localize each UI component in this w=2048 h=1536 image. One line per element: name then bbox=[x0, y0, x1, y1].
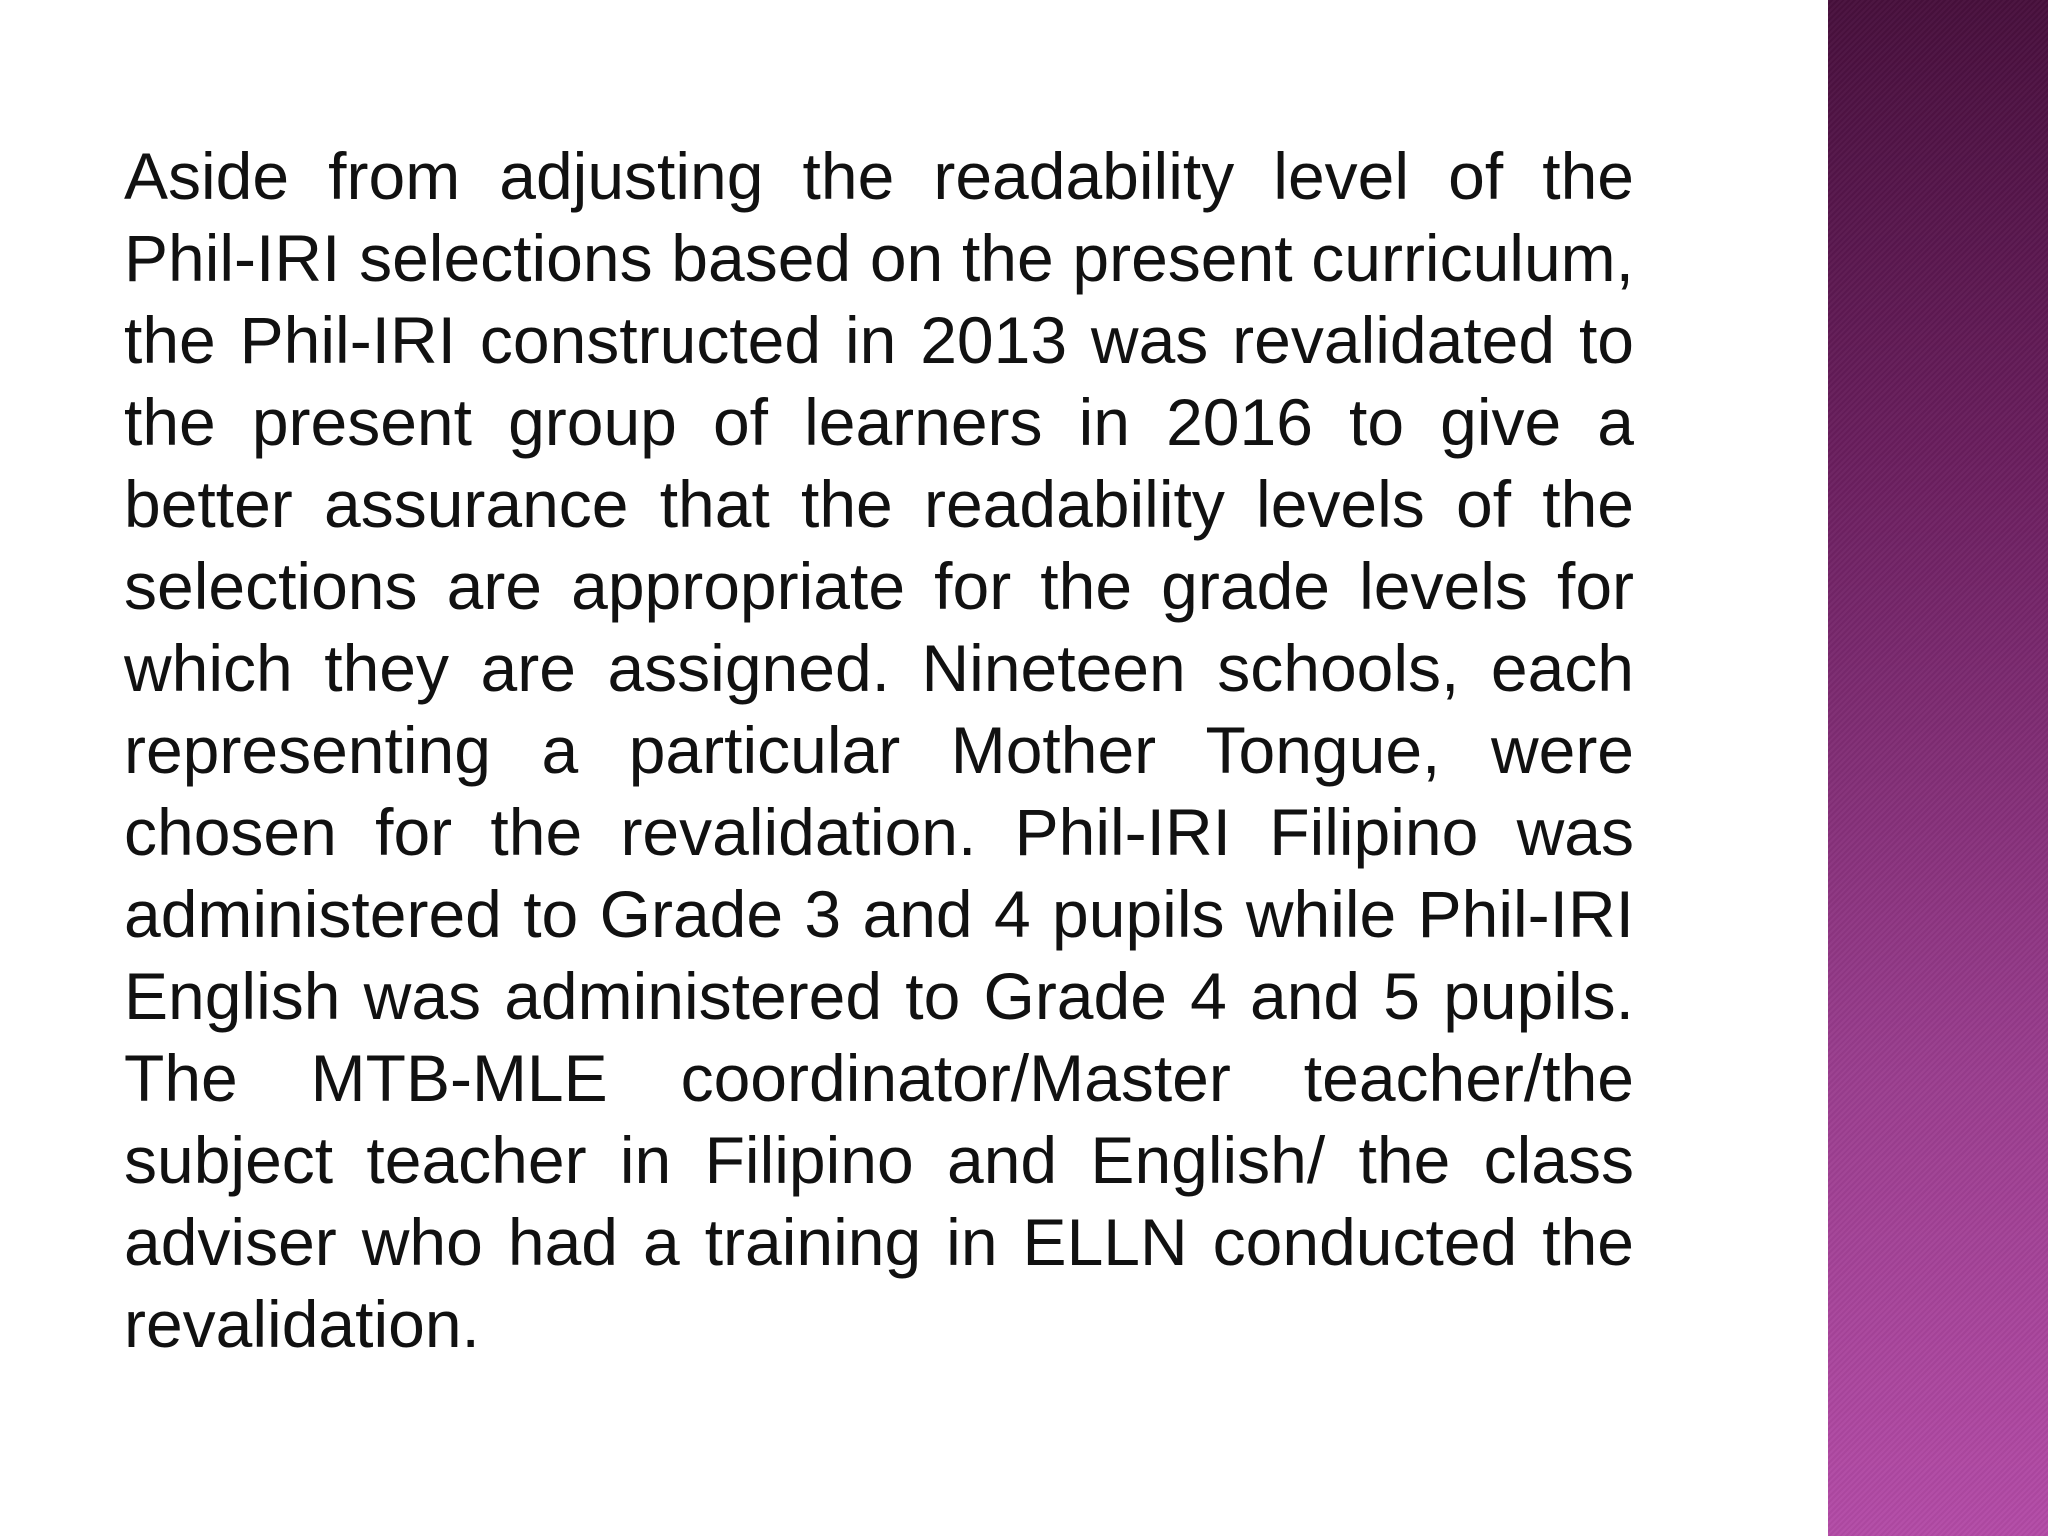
body-paragraph: Aside from adjusting the readability level of the Phil-IRI selections based on the present curriculum, the Phil-IRI constructed in 2013 was revalidated to the present group of learners in 2016 to give a better assurance that the readability levels of the selections are appropriate for the grade levels for which they are assigned. Nineteen schools, each representing a particular Mother Tongue, were chosen for the revalidation. Phil-IRI Filipino was administered to Grade 3 and 4 pupils while Phil-IRI English was administered to Grade 4 and 5 pupils. The MTB-MLE coordinator/Master teacher/the subject teacher in Filipino and English/ the class adviser who had a training in ELLN conducted the revalidation. bbox=[124, 139, 1634, 1361]
slide-body bbox=[124, 135, 1634, 1365]
decorative-side-band bbox=[1828, 0, 2048, 1536]
